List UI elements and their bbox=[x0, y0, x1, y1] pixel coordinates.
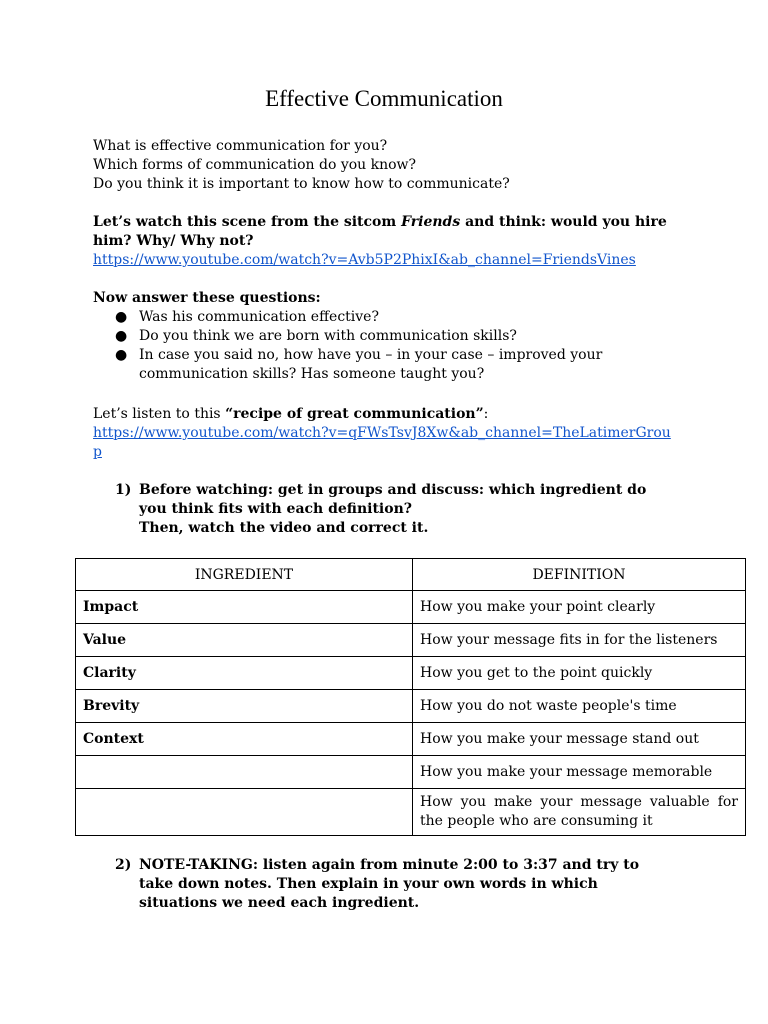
friends-prompt-end: and think: would you hire him? Why/ Why not? bbox=[93, 214, 667, 249]
definition-cell: How you make your message valuable for the people who are consuming it bbox=[413, 789, 746, 836]
intro-question: What is effective communication for you? bbox=[93, 138, 388, 154]
task-text-2: Then, watch the video and correct it. bbox=[139, 520, 429, 536]
recipe-phrase: “recipe of great communication” bbox=[225, 406, 484, 422]
definition-cell: How you make your message memorable bbox=[413, 756, 746, 789]
ingredient-table bbox=[75, 558, 746, 836]
task-text: Before watching: get in groups and discuss: which ingredient do you think fits with each definition? bbox=[139, 482, 647, 517]
ingredient-cell bbox=[76, 756, 413, 789]
recipe-prompt-start: Let’s listen to this bbox=[93, 406, 226, 422]
definition-cell: How your message fits in for the listeners bbox=[413, 624, 746, 657]
bullet-icon: ● bbox=[115, 328, 128, 344]
friends-prompt-start: Let’s watch this scene from the sitcom bbox=[93, 214, 402, 230]
task-1 bbox=[115, 481, 660, 538]
table-header-row bbox=[76, 559, 746, 591]
task-number: 2) bbox=[115, 857, 132, 873]
intro-question: Do you think it is important to know how to communicate? bbox=[93, 176, 510, 192]
intro-questions bbox=[93, 137, 703, 194]
questions-header: Now answer these questions: bbox=[93, 290, 321, 306]
column-header-ingredient: INGREDIENT bbox=[76, 559, 413, 591]
ingredient-cell bbox=[76, 789, 413, 836]
definition-cell: How you do not waste people's time bbox=[413, 690, 746, 723]
definition-cell: How you make your point clearly bbox=[413, 591, 746, 624]
ingredient-cell: Value bbox=[76, 624, 413, 657]
definition-cell: How you get to the point quickly bbox=[413, 657, 746, 690]
definition-cell: How you make your message stand out bbox=[413, 723, 746, 756]
table-row bbox=[76, 657, 746, 690]
bullet-icon: ● bbox=[115, 347, 128, 363]
table-row bbox=[76, 624, 746, 657]
ingredient-cell: Impact bbox=[76, 591, 413, 624]
bullet-icon: ● bbox=[115, 309, 128, 325]
task-number: 1) bbox=[115, 482, 132, 498]
intro-question: Which forms of communication do you know? bbox=[93, 157, 417, 173]
friends-video-link[interactable]: https://www.youtube.com/watch?v=Avb5P2PhixI&ab_channel=FriendsVines bbox=[93, 252, 636, 268]
table-row bbox=[76, 591, 746, 624]
list-item-text: Do you think we are born with communication skills? bbox=[139, 328, 517, 344]
table-row bbox=[76, 756, 746, 789]
table-row bbox=[76, 789, 746, 836]
list-item-text: In case you said no, how have you – in your case – improved your communication skills? Has someone taught you? bbox=[139, 347, 603, 382]
table-row bbox=[76, 723, 746, 756]
page-title: Effective Communication bbox=[265, 86, 503, 111]
recipe-prompt-end: : bbox=[483, 406, 489, 422]
list-item-text: Was his communication effective? bbox=[139, 309, 379, 325]
table-row bbox=[76, 690, 746, 723]
column-header-definition: DEFINITION bbox=[413, 559, 746, 591]
list-item bbox=[115, 346, 675, 384]
ingredient-cell: Clarity bbox=[76, 657, 413, 690]
reflection-questions bbox=[115, 308, 675, 384]
recipe-video-link[interactable]: https://www.youtube.com/watch?v=qFWsTsvJ8Xw&ab_channel=TheLatimerGroup bbox=[93, 425, 671, 460]
recipe-link-block bbox=[93, 424, 673, 462]
friends-link-block bbox=[93, 251, 703, 270]
list-item bbox=[115, 327, 675, 346]
recipe-prompt bbox=[93, 405, 703, 424]
friends-title: Friends bbox=[401, 214, 461, 230]
list-item bbox=[115, 308, 675, 327]
task-2 bbox=[115, 856, 660, 913]
friends-prompt bbox=[93, 213, 683, 251]
ingredient-cell: Context bbox=[76, 723, 413, 756]
ingredient-cell: Brevity bbox=[76, 690, 413, 723]
task-text: NOTE-TAKING: listen again from minute 2:00 to 3:37 and try to take down notes. Then explain in your own words in which situations we need each ingredient. bbox=[139, 857, 640, 911]
